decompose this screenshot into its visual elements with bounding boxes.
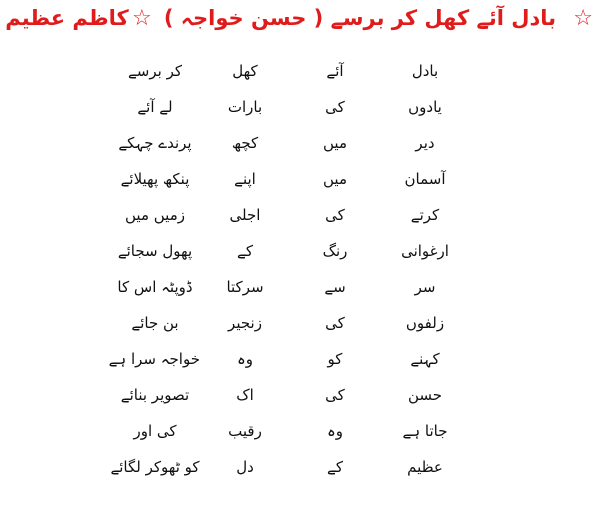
poem-word: میں <box>323 134 347 152</box>
poem-word: تصویر بنائے <box>120 386 190 404</box>
poem-word: پنکھ پھیلائے <box>120 170 190 188</box>
poem-word: اک <box>236 386 254 404</box>
poem-line <box>110 310 470 346</box>
poem-word: کچھ <box>231 134 259 152</box>
poem-word: بارات <box>227 98 263 116</box>
poem-line <box>110 58 470 94</box>
poem-word: کو ٹھوکر لگائے <box>110 458 200 476</box>
header <box>0 0 597 50</box>
poem-word: لے آئے <box>137 98 173 116</box>
poem-line <box>110 418 470 454</box>
poem-line <box>110 274 470 310</box>
poem-word: آسمان <box>404 170 446 188</box>
poem-word: اپنے <box>234 170 256 188</box>
poem-word: کی <box>325 314 345 332</box>
poem-word: زلفوں <box>405 314 445 332</box>
poem-line <box>110 202 470 238</box>
poem-word: ارغوانی <box>401 242 449 260</box>
poem-word: اجلی <box>229 206 261 224</box>
poem-word: آئے <box>326 62 344 80</box>
poem-word: زنجیر <box>228 314 262 332</box>
poem-word: رقیب <box>228 422 262 440</box>
poem-word: سرکتا <box>226 278 264 296</box>
poem-word: کے <box>327 458 343 476</box>
poem-word: یادوں <box>408 98 442 116</box>
poem-word: کے <box>237 242 253 260</box>
poem-word: کو <box>327 350 343 368</box>
poem-word: وہ <box>236 350 254 368</box>
poem-word: جاتا ہے <box>402 422 448 440</box>
poem-line <box>110 346 470 382</box>
poem-word: پھول سجائے <box>117 242 193 260</box>
poem-word: سر <box>414 278 436 296</box>
poem-word: کر برسے <box>128 62 182 80</box>
poem-word: کی <box>325 386 345 404</box>
poem-word: کی اور <box>133 422 177 440</box>
poem-line <box>110 238 470 274</box>
star-icon: ☆ <box>132 6 152 31</box>
poem-word: وہ <box>326 422 344 440</box>
poem-line <box>110 454 470 490</box>
poem-title: بادل آئے کھل کر برسے ( حسن خواجہ ) <box>163 6 556 30</box>
poem-word: کہنے <box>410 350 440 368</box>
poem-word: کرتے <box>410 206 440 224</box>
poem-word: کی <box>325 206 345 224</box>
poem-word: خواجہ سرا ہے <box>108 350 200 368</box>
poem-word: دیر <box>415 134 435 152</box>
poem-line <box>110 94 470 130</box>
poem-word: کی <box>325 98 345 116</box>
star-icon: ☆ <box>573 6 593 31</box>
poem-word: کھل <box>232 62 258 80</box>
poem-word: سے <box>324 278 346 296</box>
poem-word: میں <box>323 170 347 188</box>
poem-word: زمیں میں <box>125 206 185 224</box>
poem-line <box>110 382 470 418</box>
poem-word: رنگ <box>322 242 348 260</box>
poem-word: عظیم <box>407 458 443 476</box>
poem-line <box>110 130 470 166</box>
poem-word: پرندے چہکے <box>118 134 192 152</box>
poem-line <box>110 166 470 202</box>
author-name: کاظم عظیم <box>5 6 129 30</box>
poem-word: بن جائے <box>131 314 179 332</box>
poem-body <box>110 58 470 490</box>
poem-word: حسن <box>407 386 443 404</box>
poem-word: بادل <box>411 62 439 80</box>
poem-word: ڈوپٹہ اس کا <box>117 278 193 296</box>
poem-word: دل <box>236 458 254 476</box>
